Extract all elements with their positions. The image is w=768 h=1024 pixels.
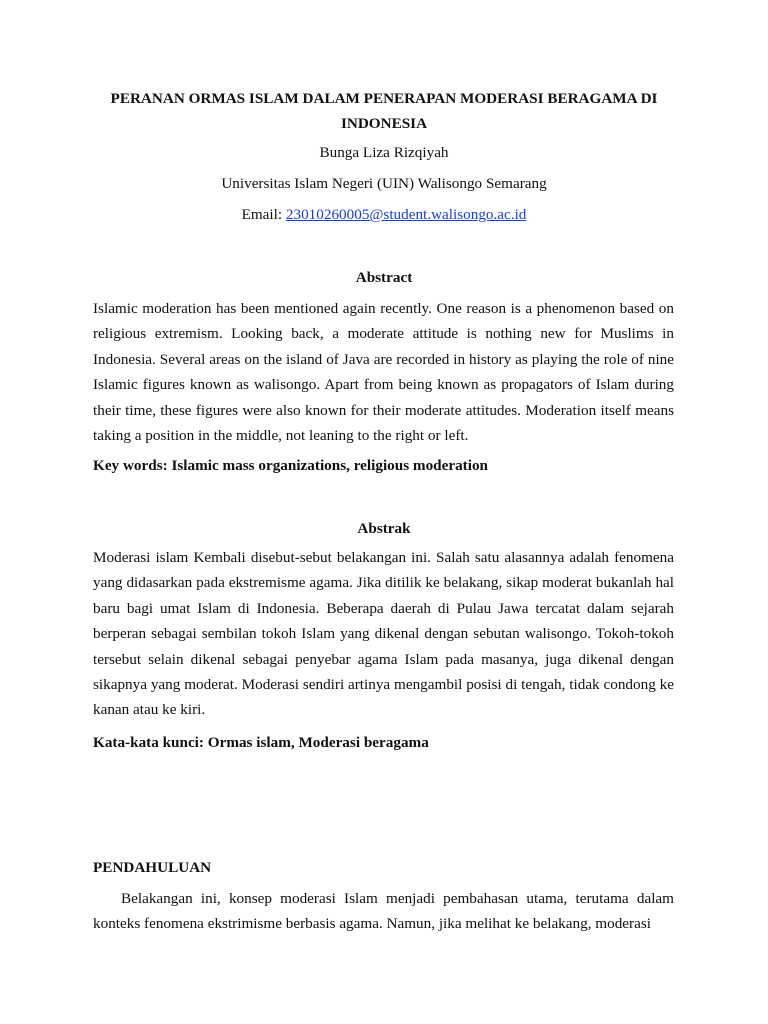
author-email-line <box>0 205 768 225</box>
paper-title: PERANAN ORMAS ISLAM DALAM PENERAPAN MODERASI BERAGAMA DI INDONESIA <box>110 90 658 132</box>
abstrak-heading: Abstrak <box>357 520 411 537</box>
abstract-heading: Abstract <box>355 269 413 286</box>
introduction-heading: PENDAHULUAN <box>93 859 212 876</box>
email-link[interactable]: 23010260005@student.walisongo.ac.id <box>285 206 527 223</box>
author-name: Bunga Liza Rizqiyah <box>319 144 449 161</box>
abstrak-body: Moderasi islam Kembali disebut-sebut belakangan ini. Salah satu alasannya adalah fenomena yang didasarkan pada ekstremisme agama. Jika ditilik ke belakang, sikap moderat bukanlah hal baru bagi umat Islam di Indonesia. Beberapa daerah di Pulau Jawa tercatat dalam sejarah berperan sebagai sembilan tokoh Islam yang dikenal dengan sebutan walisongo. Tokoh-tokoh tersebut selain dikenal sebagai penyebar agama Islam pada masanya, juga dikenal dengan sikapnya yang moderat. Moderasi sendiri artinya mengambil posisi di tengah, tidak condong ke kanan atau ke kiri. <box>93 549 674 719</box>
abstract-keywords: Key words: Islamic mass organizations, religious moderation <box>93 457 489 474</box>
email-label: Email: <box>241 206 286 223</box>
abstrak-keywords: Kata-kata kunci: Ormas islam, Moderasi beragama <box>93 734 429 751</box>
abstract-body: Islamic moderation has been mentioned again recently. One reason is a phenomenon based on religious extremism. Looking back, a moderate attitude is nothing new for Muslims in Indonesia. Several areas on the island of Java are recorded in history as playing the role of nine Islamic figures known as walisongo. Apart from being known as propagators of Islam during their time, these figures were also known for their moderate attitudes. Moderation itself means taking a position in the middle, not leaning to the right or left. <box>93 300 674 445</box>
author-affiliation: Universitas Islam Negeri (UIN) Walisongo Semarang <box>221 175 547 192</box>
introduction-body: Belakangan ini, konsep moderasi Islam menjadi pembahasan utama, terutama dalam konteks fenomena ekstrimisme berbasis agama. Namun, jika melihat ke belakang, moderasi <box>93 890 674 933</box>
